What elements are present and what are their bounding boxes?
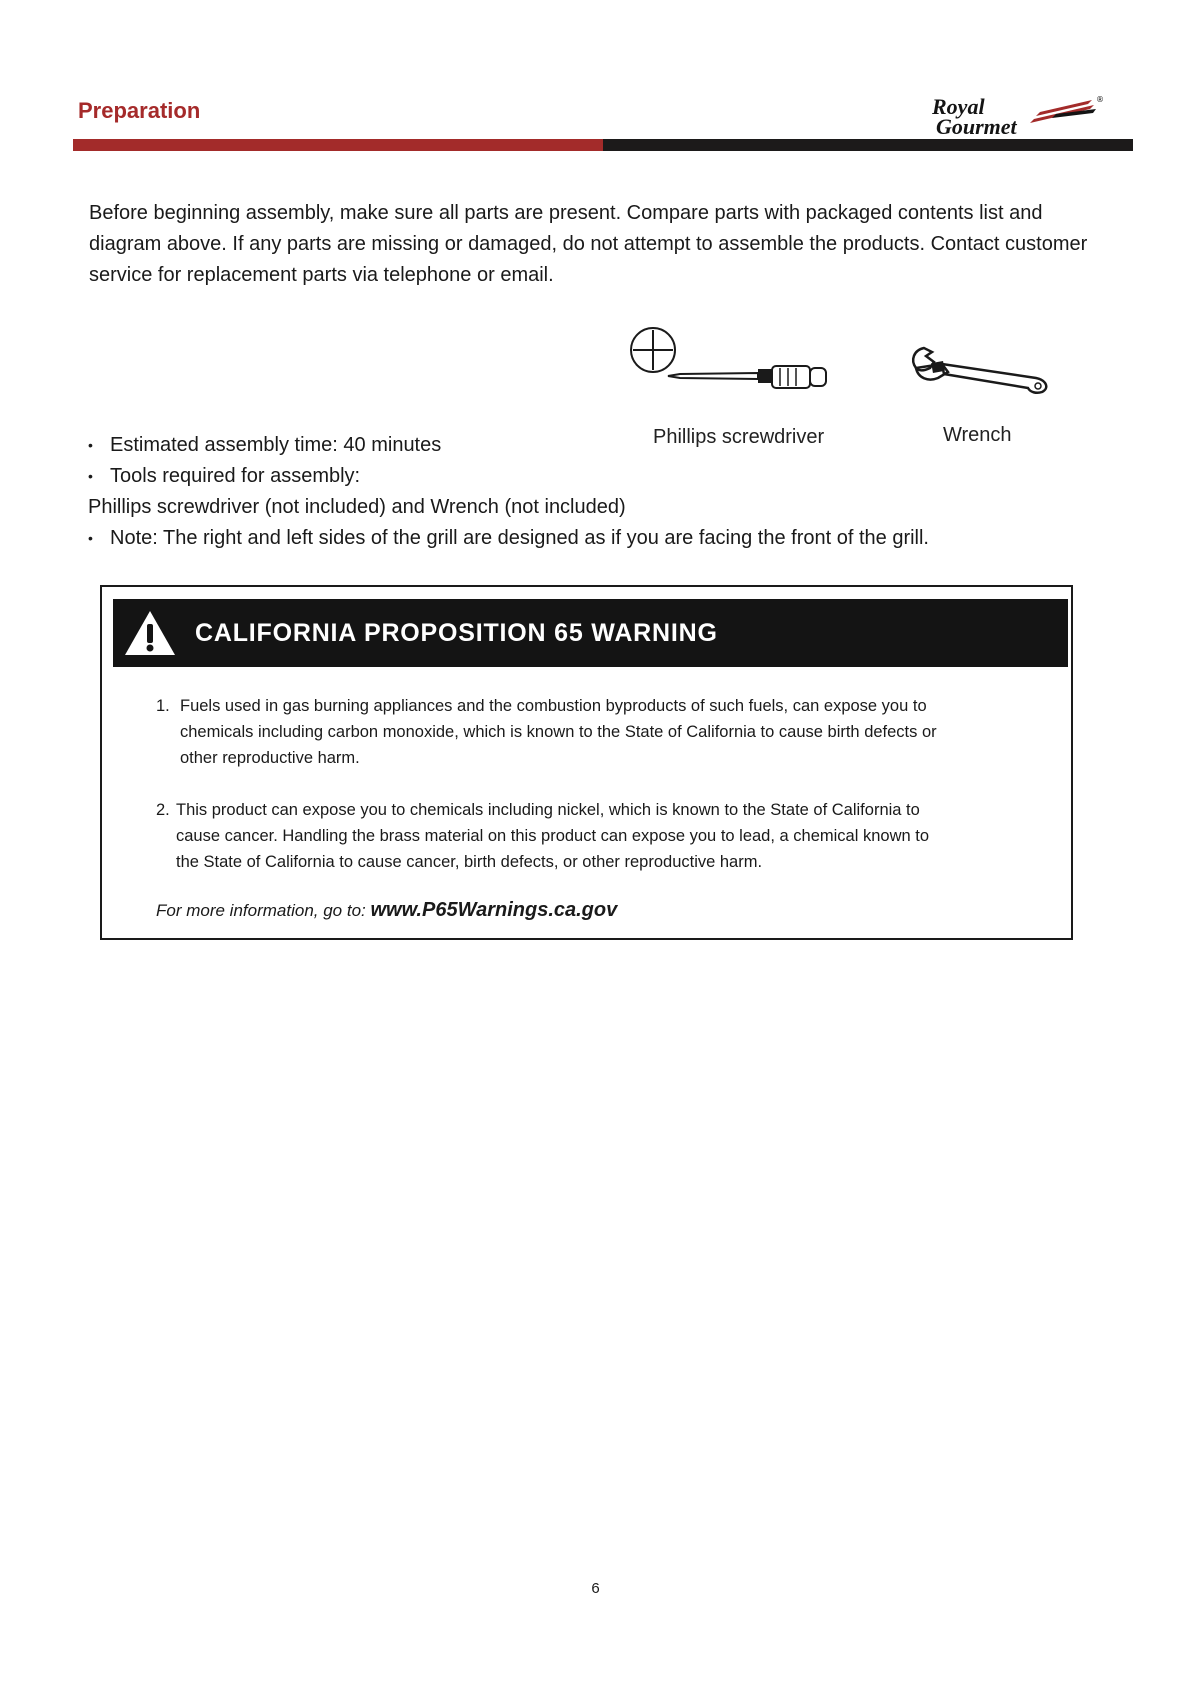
brand-line1: Royal — [932, 94, 985, 119]
warning-item-text: This product can expose you to chemicals including nickel, which is known to the State of California to — [176, 801, 920, 819]
p65-warnings-link[interactable]: www.P65Warnings.ca.gov — [370, 899, 618, 921]
list-item — [88, 523, 1148, 554]
trademark-symbol: ® — [1096, 95, 1104, 104]
warning-item-1 — [156, 693, 1016, 771]
wrench-icon — [908, 340, 1058, 396]
warning-item-text: cause cancer. Handling the brass material on this product can expose you to lead, a chemical known to — [176, 827, 930, 845]
tools-detail-text: Phillips screwdriver (not included) and Wrench (not included) — [88, 496, 626, 518]
bullet-list — [88, 430, 1148, 554]
royal-gourmet-logo — [928, 92, 1104, 138]
assembly-time-text: Estimated assembly time: 40 minutes — [110, 434, 442, 456]
warning-item-2 — [156, 797, 1016, 875]
header-rule-accent — [73, 139, 603, 151]
list-item — [88, 430, 1148, 461]
warning-item-number: 1. — [156, 697, 170, 715]
flame-stripes-icon — [1030, 100, 1096, 123]
more-info-line — [156, 899, 617, 922]
intro-paragraph: Before beginning assembly, make sure all parts are present. Compare parts with packaged contents list and diagram above. If any parts are missing or damaged, do not attempt to assemble the products. Contact customer service for replacement parts via telephone or email. — [89, 202, 1088, 286]
bullet-dot: • — [88, 468, 93, 484]
warning-item-number: 2. — [156, 801, 170, 819]
warning-item-text: other reproductive harm. — [180, 749, 360, 767]
warning-item-text: chemicals including carbon monoxide, which is known to the State of California to cause birth defects or — [180, 723, 937, 741]
warning-item-text: Fuels used in gas burning appliances and the combustion byproducts of such fuels, can expose you to — [180, 697, 927, 715]
tools-required-text: Tools required for assembly: — [110, 465, 361, 487]
note-text: Note: The right and left sides of the grill are designed as if you are facing the front of the grill. — [110, 527, 929, 549]
more-info-lead: For more information, go to: — [156, 901, 366, 920]
warning-banner — [113, 599, 1068, 667]
bullet-dot: • — [88, 437, 93, 453]
wrench-caption: Wrench — [943, 424, 1012, 446]
prop65-warning-box — [100, 585, 1073, 940]
brand-line2: Gourmet — [936, 114, 1017, 138]
screwdriver-caption: Phillips screwdriver — [653, 426, 825, 448]
phillips-screwdriver-icon — [628, 322, 848, 394]
page-title: Preparation — [78, 98, 201, 123]
bullet-dot: • — [88, 530, 93, 546]
page-number: 6 — [591, 1580, 600, 1597]
warning-item-text: the State of California to cause cancer, birth defects, or other reproductive harm. — [176, 853, 763, 871]
warning-title: CALIFORNIA PROPOSITION 65 WARNING — [195, 618, 718, 647]
header-rule — [73, 139, 1133, 151]
list-item — [88, 461, 1148, 492]
warning-triangle-icon — [123, 608, 177, 658]
header-rule-dark — [603, 139, 1133, 151]
